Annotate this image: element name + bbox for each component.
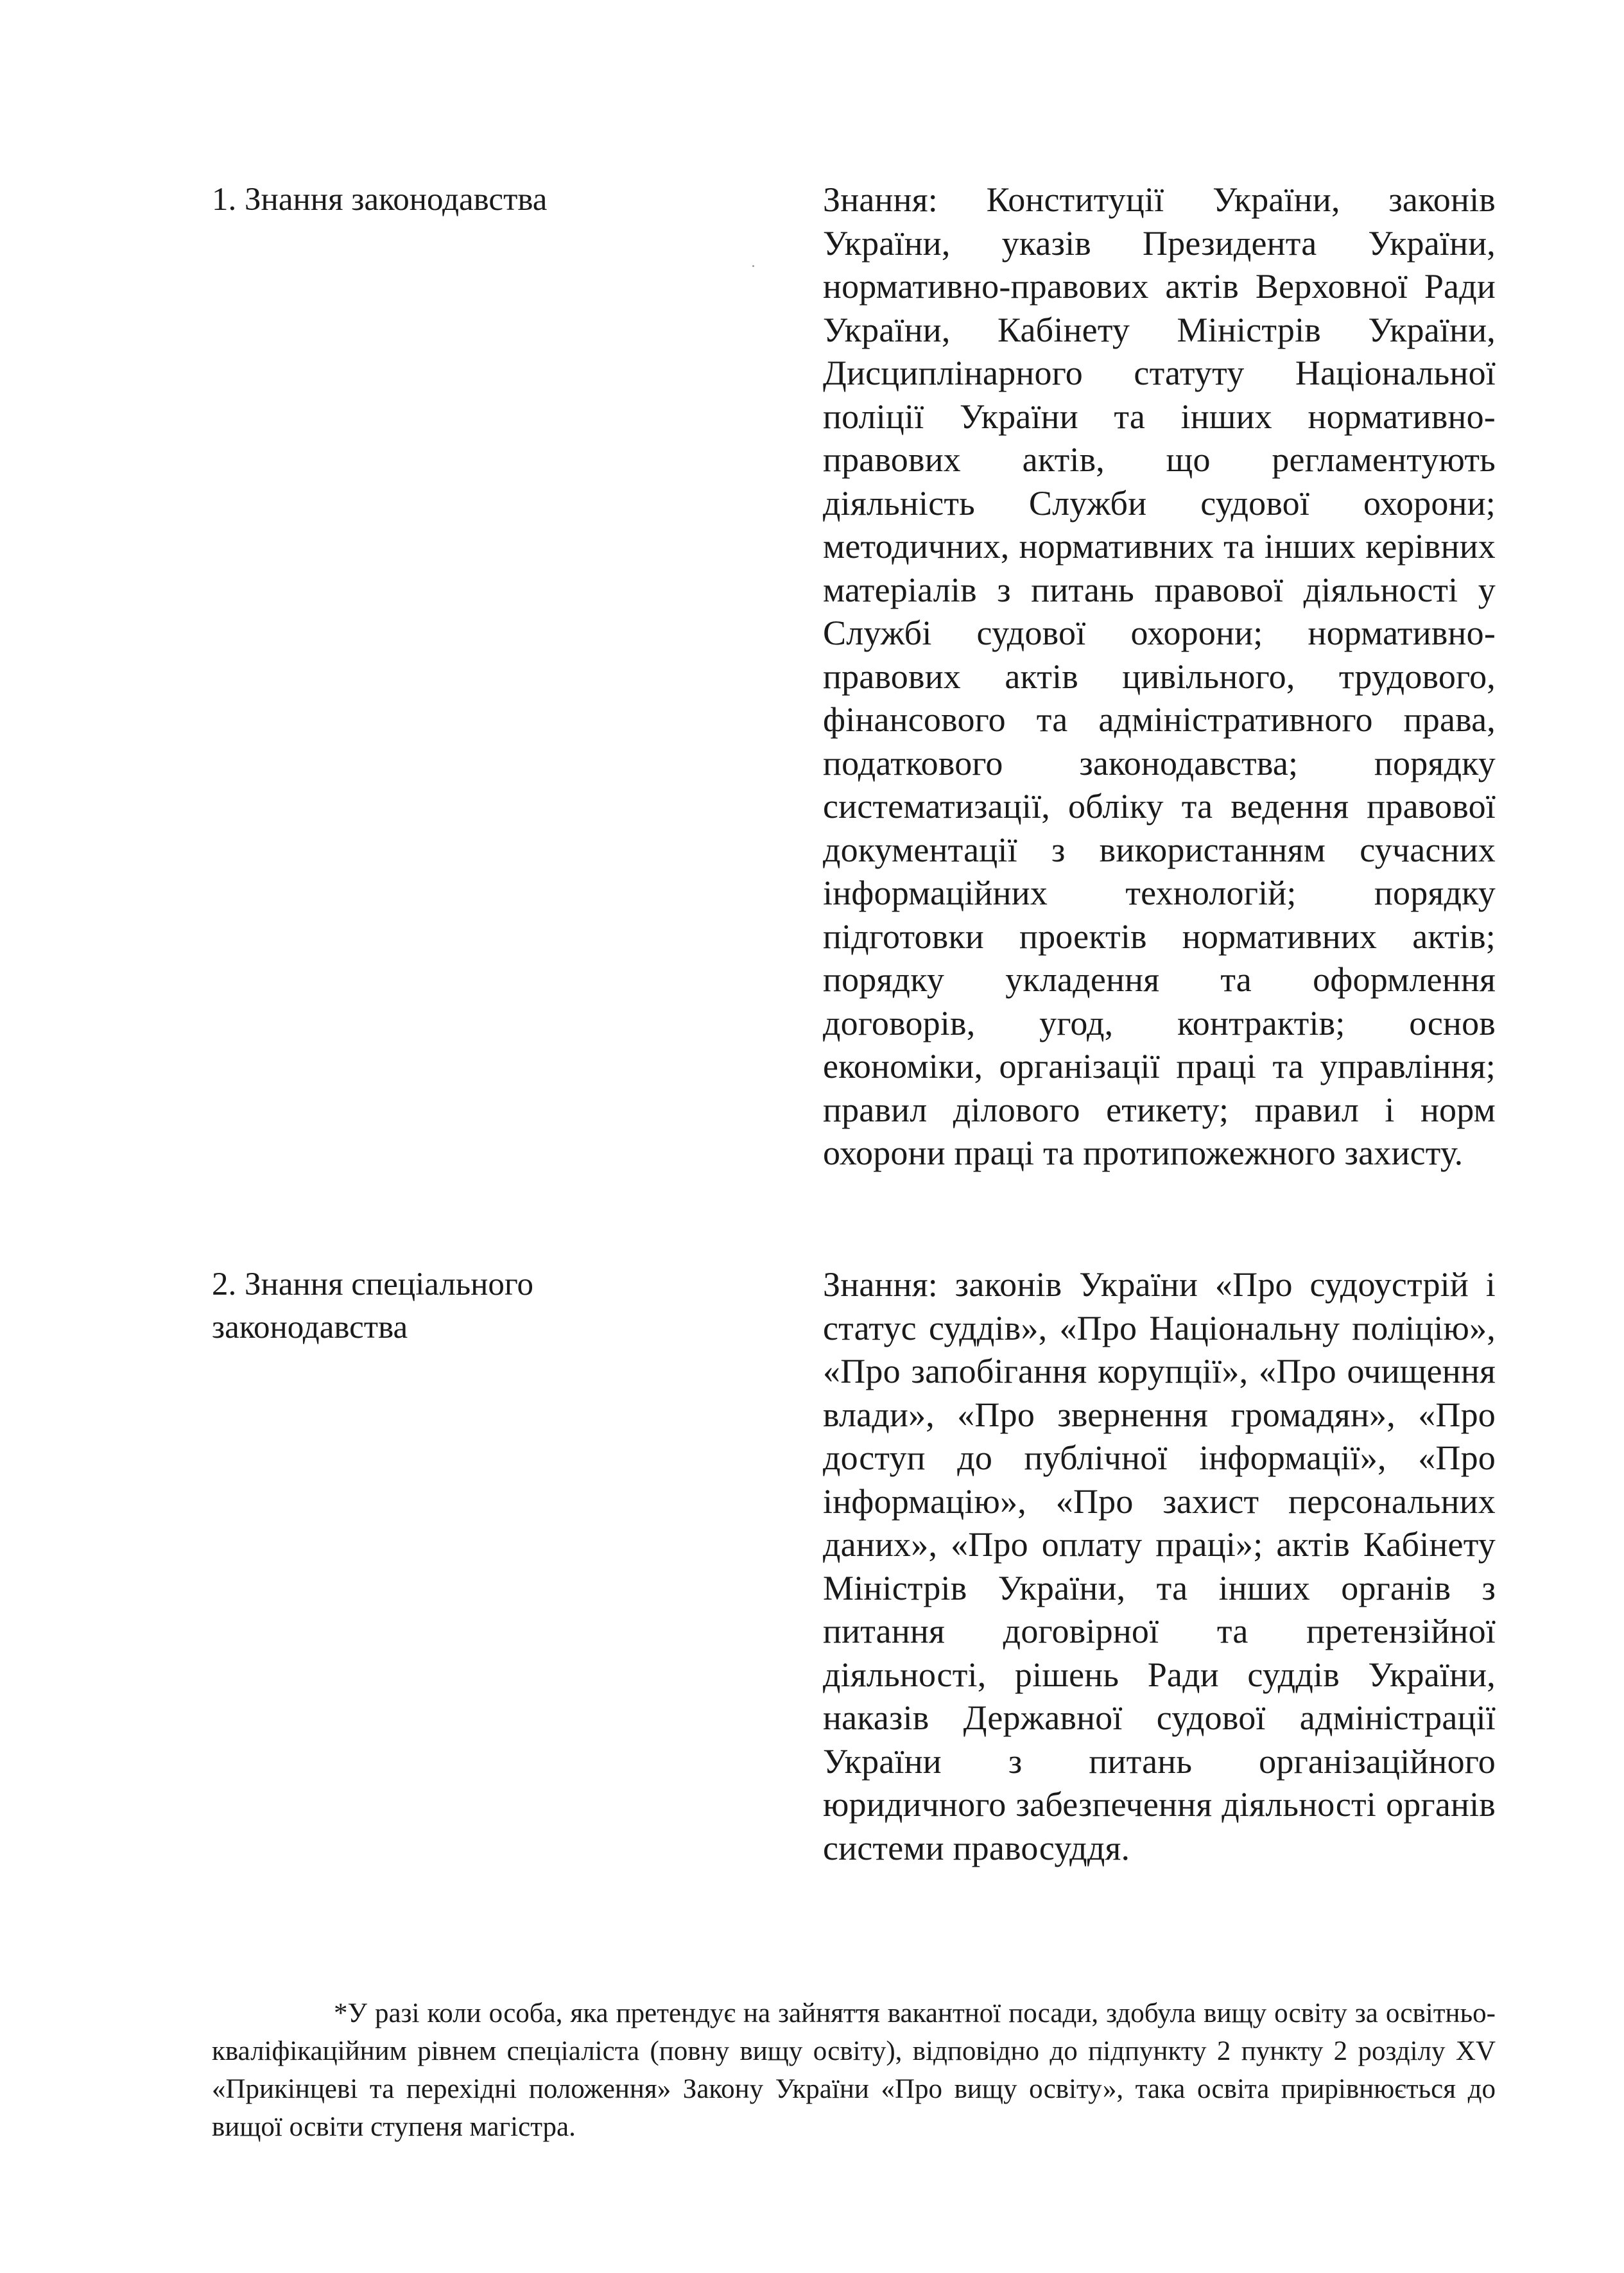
requirement-label: 1. Знання законодавства bbox=[212, 182, 548, 218]
scan-speck bbox=[752, 265, 754, 267]
footnote: *У разі коли особа, яка претендує на зайняття вакантної посади, здобула вищу освіту за освітньо-кваліфікаційним рівнем спеціаліста (повну вищу освіту), відповідно до підпункту 2 пункту 2 розділу XV «Прикінцеві та перехідні положення» Закону України «Про вищу освіту», така освіта прирівнюється до вищої освіти ступеня магістра. bbox=[212, 1998, 1496, 2142]
requirement-content: Знання: Конституції України, законів України, указів Президента України, нормативно-правових актів Верховної Ради України, Кабінету Міністрів України, Дисциплінарного статуту Національної поліції України та інших нормативно-правових актів, що регламентують діяльність Служби судової охорони; методичних, нормативних та інших керівних матеріалів з питань правової діяльності у Службі судової охорони; нормативно-правових актів цивільного, трудового, фінансового та адміністративного права, податкового законодавства; порядку систематизації, обліку та ведення правової документації з використанням сучасних інформаційних технологій; порядку підготовки проектів нормативних актів; порядку укладення та оформлення договорів, угод, контрактів; основ економіки, організації праці та управління; правил ділового етикету; правил і норм охорони праці та протипожежного захисту. bbox=[823, 180, 1496, 1172]
requirement-content: Знання: законів України «Про судоустрій і статус суддів», «Про Національну поліцію», «Про запобігання корупції», «Про очищення влади», «Про звернення громадян», «Про доступ до публічної інформації», «Про інформацію», «Про захист персональних даних», «Про оплату праці»; актів Кабінету Міністрів України, та інших органів з питання договірної та претензійної діяльності, рішень Ради суддів України, наказів Державної судової адміністрації України з питань організаційного юридичного забезпечення діяльності органів системи правосуддя. bbox=[823, 1265, 1496, 1867]
requirement-label: 2. Знання спеціального законодавства bbox=[212, 1266, 534, 1345]
